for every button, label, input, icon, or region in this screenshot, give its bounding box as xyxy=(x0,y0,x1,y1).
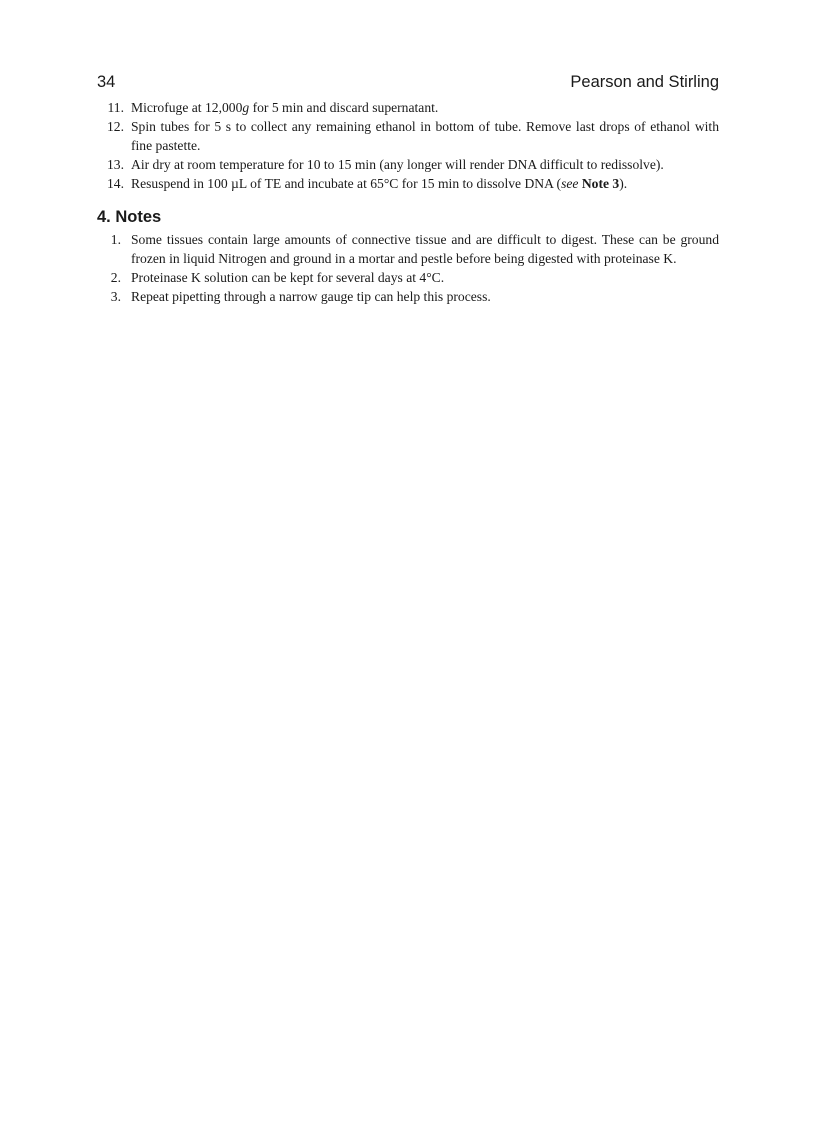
note-text: Some tissues contain large amounts of connective tissue and are difficult to digest. These can be ground frozen in liquid Nitrogen and ground in a mortar and pestle before being digested with proteinase K. xyxy=(131,232,719,266)
running-title: Pearson and Stirling xyxy=(570,73,719,91)
step-text: Microfuge at 12,000g for 5 min and discard supernatant. xyxy=(131,100,439,115)
note-reference-link: Note 3 xyxy=(581,176,620,191)
note-number: 3. xyxy=(110,289,121,304)
notes-heading: 4. Notes xyxy=(97,208,162,226)
step-number: 11. xyxy=(107,100,124,115)
step-number: 13. xyxy=(107,157,124,172)
procedure-step-12 xyxy=(97,117,719,155)
page-number: 34 xyxy=(97,73,116,91)
note-item-3 xyxy=(97,287,719,306)
note-text: Proteinase K solution can be kept for several days at 4°C. xyxy=(131,270,445,285)
note-text: Repeat pipetting through a narrow gauge tip can help this process. xyxy=(131,289,491,304)
step-number: 12. xyxy=(107,119,124,134)
step-text: Air dry at room temperature for 10 to 15 min (any longer will render DNA difficult to redissolve). xyxy=(131,157,664,172)
procedure-steps-list xyxy=(97,98,719,193)
step-text: Resuspend in 100 µL of TE and incubate at 65°C for 15 min to dissolve DNA (see Note 3). xyxy=(131,176,628,191)
step-number: 14. xyxy=(107,176,124,191)
see-reference: see xyxy=(561,176,579,191)
step-text: Spin tubes for 5 s to collect any remaining ethanol in bottom of tube. Remove last drops of ethanol with fine pastette. xyxy=(131,119,719,153)
note-number: 1. xyxy=(110,232,121,247)
procedure-step-11 xyxy=(97,98,719,117)
page xyxy=(97,70,719,306)
procedure-step-14 xyxy=(97,174,719,193)
procedure-step-13 xyxy=(97,155,719,174)
note-item-2 xyxy=(97,268,719,287)
running-head xyxy=(97,70,719,94)
notes-list xyxy=(97,230,719,306)
note-number: 2. xyxy=(110,270,121,285)
note-item-1 xyxy=(97,230,719,268)
